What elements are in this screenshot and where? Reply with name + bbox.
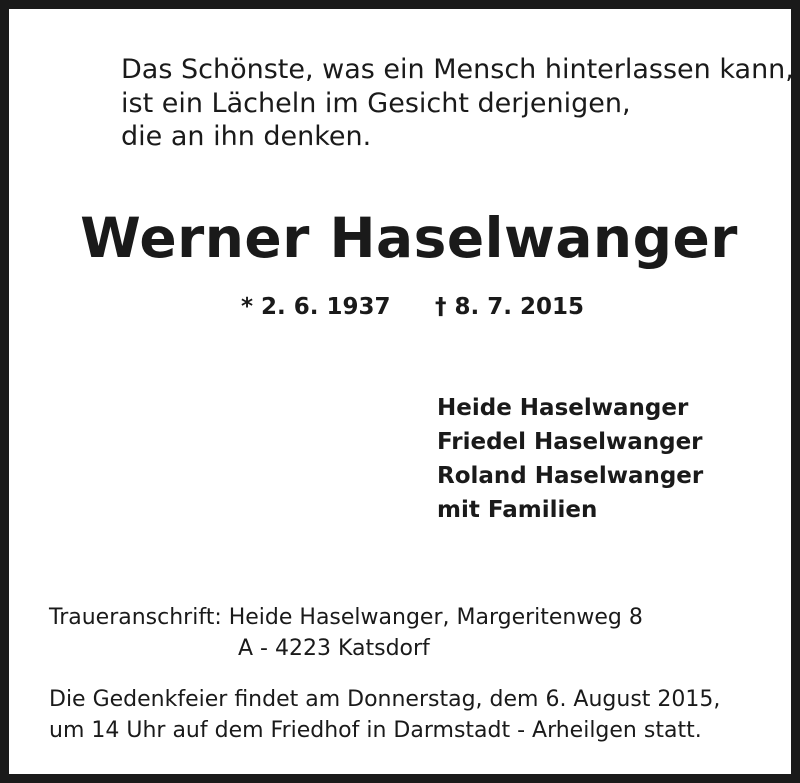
address-line: A - 4223 Katsdorf xyxy=(238,636,430,661)
mourner-name: Roland Haselwanger xyxy=(437,463,704,489)
mourner-name: Heide Haselwanger xyxy=(437,395,689,421)
mourner-name: mit Familien xyxy=(437,497,598,523)
mourners-list xyxy=(437,391,703,527)
quote-line: ist ein Lächeln im Gesicht derjenigen, xyxy=(121,87,631,119)
birth-date: * 2. 6. 1937 xyxy=(241,294,391,320)
quote-line: die an ihn denken. xyxy=(121,121,372,152)
notice-line: um 14 Uhr auf dem Friedhof in Darmstadt - Arheilgen statt. xyxy=(49,718,702,743)
quote-line: Das Schönste, was ein Mensch hinterlassen kann, xyxy=(121,54,794,85)
notice-line: Die Gedenkfeier findet am Donnerstag, dem 6. August 2015, xyxy=(49,687,721,712)
deceased-name: Werner Haselwanger xyxy=(80,206,738,270)
memorial-service-notice xyxy=(49,684,720,746)
address-line: Traueranschrift: Heide Haselwanger, Margeritenweg 8 xyxy=(49,605,643,630)
death-date: † 8. 7. 2015 xyxy=(435,294,585,320)
memorial-quote xyxy=(121,53,794,154)
mourning-address xyxy=(49,602,643,664)
mourner-name: Friedel Haselwanger xyxy=(437,429,703,455)
